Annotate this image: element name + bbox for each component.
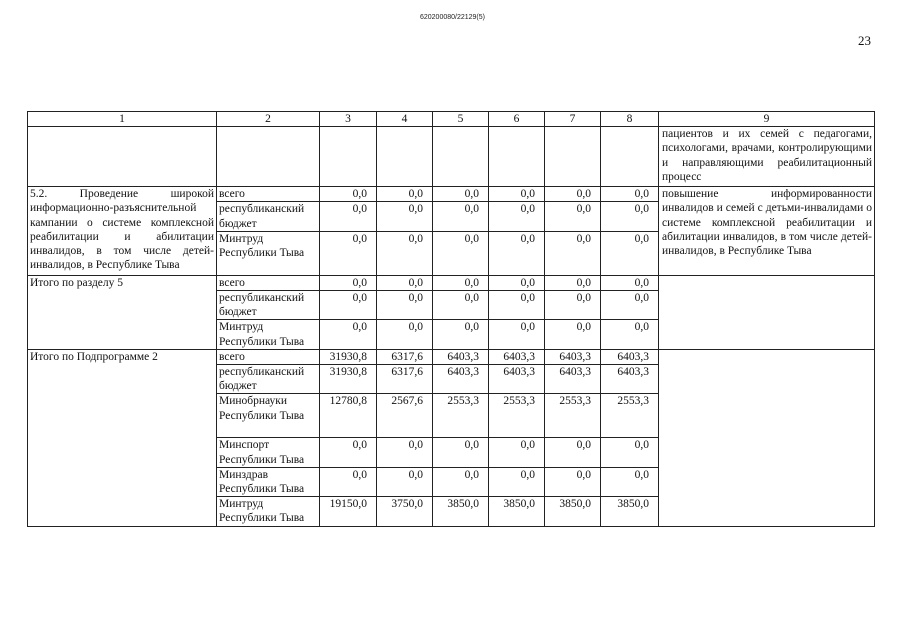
activity-name-cell: 5.2. Проведение широкой информационно-разъяснительной кампании о системе комплексной реабилитации и абилитации инвалидов, в том числе детей-инвалидов, в Республике Тыва: [28, 187, 217, 276]
activity-name-cell: Итого по Подпрограмме 2: [28, 349, 217, 526]
amount-cell: 0,0: [489, 231, 545, 275]
amount-cell: 0,0: [489, 467, 545, 496]
empty-cell: [601, 127, 659, 187]
amount-cell: 0,0: [601, 291, 659, 320]
amount-cell: 0,0: [377, 438, 433, 467]
amount-cell: 0,0: [601, 438, 659, 467]
header-cell: 4: [377, 112, 433, 127]
empty-cell: [659, 349, 875, 526]
amount-cell: 0,0: [489, 187, 545, 202]
amount-cell: 0,0: [377, 291, 433, 320]
amount-cell: 31930,8: [320, 365, 377, 394]
amount-cell: 0,0: [433, 187, 489, 202]
header-cell: 6: [489, 112, 545, 127]
amount-cell: 2567,6: [377, 394, 433, 438]
amount-cell: 31930,8: [320, 349, 377, 364]
amount-cell: 0,0: [320, 202, 377, 231]
amount-cell: 2553,3: [489, 394, 545, 438]
amount-cell: 6403,3: [545, 365, 601, 394]
funding-source-cell: Минобрнауки Республики Тыва: [217, 394, 320, 438]
amount-cell: 6317,6: [377, 365, 433, 394]
table-row: [28, 275, 875, 290]
header-cell: 3: [320, 112, 377, 127]
amount-cell: 0,0: [545, 291, 601, 320]
amount-cell: 6403,3: [601, 349, 659, 364]
amount-cell: 0,0: [377, 202, 433, 231]
amount-cell: 6403,3: [545, 349, 601, 364]
amount-cell: 6403,3: [489, 365, 545, 394]
funding-source-cell: Минтруд Республики Тыва: [217, 231, 320, 275]
amount-cell: 0,0: [545, 467, 601, 496]
amount-cell: 0,0: [320, 291, 377, 320]
amount-cell: 19150,0: [320, 497, 377, 526]
amount-cell: 6403,3: [601, 365, 659, 394]
empty-cell: [320, 127, 377, 187]
amount-cell: 0,0: [320, 438, 377, 467]
amount-cell: 0,0: [545, 275, 601, 290]
amount-cell: 0,0: [320, 467, 377, 496]
table-row: [28, 349, 875, 364]
amount-cell: 3850,0: [433, 497, 489, 526]
funding-source-cell: всего: [217, 187, 320, 202]
continuation-row: [28, 127, 875, 187]
funding-source-cell: Минспорт Республики Тыва: [217, 438, 320, 467]
amount-cell: 0,0: [601, 275, 659, 290]
page-number: 23: [858, 33, 871, 48]
amount-cell: 0,0: [433, 231, 489, 275]
budget-table: [27, 111, 875, 527]
amount-cell: 0,0: [489, 291, 545, 320]
funding-source-cell: всего: [217, 275, 320, 290]
expected-result-cell: повышение информированности инвалидов и семей с детьми-инвалидами о системе комплексной реабилитации и абилитации инвалидов, в том числе детей-инвалидов, в Республике Тыва: [659, 187, 875, 276]
amount-cell: 3850,0: [601, 497, 659, 526]
amount-cell: 0,0: [489, 202, 545, 231]
amount-cell: 0,0: [377, 320, 433, 349]
empty-cell: [659, 275, 875, 349]
expected-result-cell: пациентов и их семей с педагогами, психологами, врачами, контролирующими и направляющими реабилитационный процесс: [659, 127, 875, 187]
amount-cell: 0,0: [377, 187, 433, 202]
amount-cell: 12780,8: [320, 394, 377, 438]
funding-source-cell: Минтруд Республики Тыва: [217, 497, 320, 526]
amount-cell: 0,0: [377, 275, 433, 290]
amount-cell: 3850,0: [545, 497, 601, 526]
header-cell: 9: [659, 112, 875, 127]
amount-cell: 2553,3: [433, 394, 489, 438]
header-cell: 1: [28, 112, 217, 127]
amount-cell: 0,0: [545, 320, 601, 349]
amount-cell: 0,0: [601, 320, 659, 349]
funding-source-cell: республиканский бюджет: [217, 365, 320, 394]
amount-cell: 0,0: [433, 467, 489, 496]
amount-cell: 0,0: [601, 231, 659, 275]
amount-cell: 0,0: [433, 438, 489, 467]
amount-cell: 0,0: [601, 187, 659, 202]
amount-cell: 0,0: [545, 438, 601, 467]
amount-cell: 0,0: [433, 275, 489, 290]
amount-cell: 3750,0: [377, 497, 433, 526]
amount-cell: 0,0: [489, 320, 545, 349]
amount-cell: 0,0: [545, 187, 601, 202]
amount-cell: 6403,3: [433, 349, 489, 364]
amount-cell: 0,0: [320, 275, 377, 290]
table-row: [28, 187, 875, 202]
amount-cell: 6317,6: [377, 349, 433, 364]
amount-cell: 0,0: [489, 438, 545, 467]
header-cell: 5: [433, 112, 489, 127]
funding-source-cell: республиканский бюджет: [217, 202, 320, 231]
header-cell: 8: [601, 112, 659, 127]
table-header-row: [28, 112, 875, 127]
funding-source-cell: республиканский бюджет: [217, 291, 320, 320]
funding-source-cell: Минтруд Республики Тыва: [217, 320, 320, 349]
amount-cell: 0,0: [601, 202, 659, 231]
amount-cell: 0,0: [545, 202, 601, 231]
amount-cell: 0,0: [320, 231, 377, 275]
amount-cell: 6403,3: [489, 349, 545, 364]
amount-cell: 0,0: [377, 231, 433, 275]
empty-cell: [433, 127, 489, 187]
empty-cell: [217, 127, 320, 187]
amount-cell: 0,0: [433, 320, 489, 349]
amount-cell: 2553,3: [601, 394, 659, 438]
empty-cell: [28, 127, 217, 187]
header-cell: 2: [217, 112, 320, 127]
amount-cell: 0,0: [320, 187, 377, 202]
amount-cell: 0,0: [489, 275, 545, 290]
amount-cell: 0,0: [320, 320, 377, 349]
empty-cell: [377, 127, 433, 187]
funding-source-cell: всего: [217, 349, 320, 364]
document-code: 620200080/22129(5): [419, 14, 485, 21]
amount-cell: 6403,3: [433, 365, 489, 394]
amount-cell: 0,0: [433, 291, 489, 320]
empty-cell: [545, 127, 601, 187]
amount-cell: 0,0: [545, 231, 601, 275]
empty-cell: [489, 127, 545, 187]
funding-source-cell: Минздрав Республики Тыва: [217, 467, 320, 496]
amount-cell: 2553,3: [545, 394, 601, 438]
amount-cell: 0,0: [433, 202, 489, 231]
amount-cell: 0,0: [377, 467, 433, 496]
amount-cell: 0,0: [601, 467, 659, 496]
activity-name-cell: Итого по разделу 5: [28, 275, 217, 349]
header-cell: 7: [545, 112, 601, 127]
amount-cell: 3850,0: [489, 497, 545, 526]
